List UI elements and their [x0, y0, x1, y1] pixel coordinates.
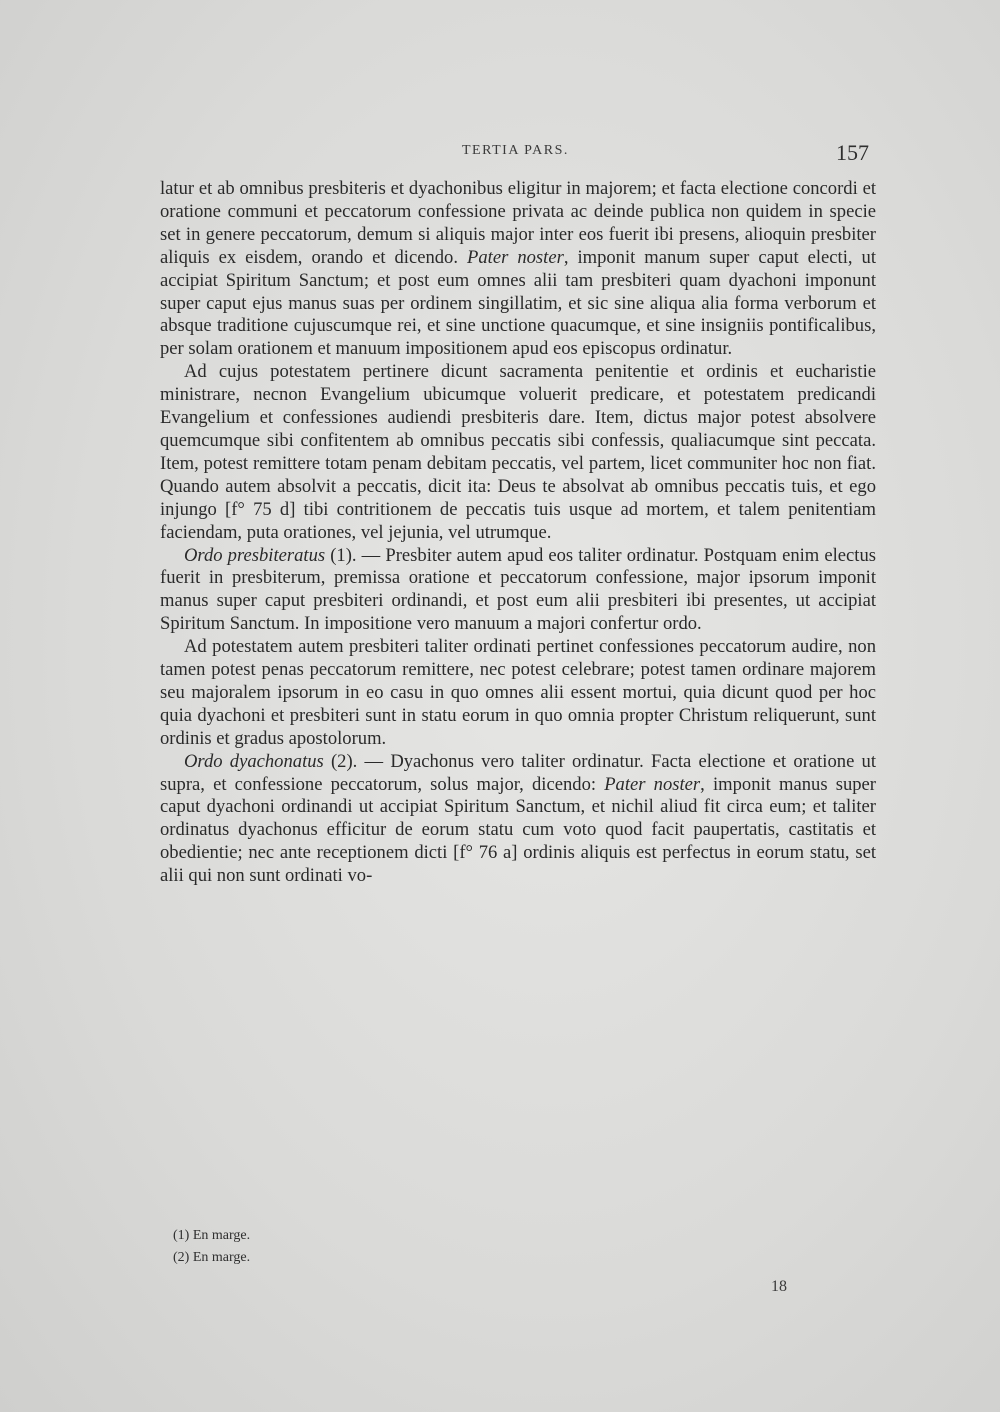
italic-segment: Ordo presbiteratus	[184, 544, 326, 566]
text-segment: latur et ab omnibus presbiteris et dyachonibus eligitur in majorem; et facta electione concordi et oratione communi et peccatorum confessione privata ac deinde publica non quidem in specie set in genere peccatorum, demum si aliquis major inter eos fuerit ibi presens, alioquin presbiter aliquis ex eisdem, orando et dicendo.	[160, 178, 876, 268]
italic-segment: Pater noster	[604, 773, 701, 795]
running-head: TERTIA PARS.	[462, 143, 569, 158]
footnotes	[173, 1225, 250, 1269]
text-segment: , imponit manum super caput electi, ut accipiat Spiritum Sanctum; et post eum omnes alii tam presbiteri quam dyachoni imponunt super caput ejus manus suas per ordinem singillatim, et sic sine aliqua alia forma verborum et absque traditione cujuscumque rei, et sine unctione quacumque, et sine insigniis pontificalibus, per solam orationem et manuum impositionem apud eos episcopus ordinatur.	[160, 246, 876, 360]
paragraph-1	[160, 178, 876, 361]
paragraph-3	[160, 545, 876, 637]
paragraph-5	[160, 751, 876, 888]
footnote-2: (2) En marge.	[173, 1250, 251, 1265]
paragraph-4	[160, 636, 876, 751]
page-number: 157	[836, 140, 869, 165]
text-segment: , imponit manus super caput dyachoni ordinandi ut accipiat Spiritum Sanctum, et nichil aliud fit circa eum; et taliter ordinatus dyachonus efficitur de eorum statu cum voto quod facit paupertatis, castitatis et obedientie; nec ante receptionem dicti [f° 76 a] ordinis aliquis est perfectus in eorum statu, set alii qui non sunt ordinati vo-	[160, 773, 876, 887]
italic-segment: Ordo dyachonatus	[184, 750, 324, 772]
text-segment: Ad cujus potestatem pertinere dicunt sacramenta penitentie et ordinis et eucharistie ministrare, necnon Evangelium ubicumque voluerit predicare, et potestatem predicandi Evangelium et confessiones audiendi presbiteris dare. Item, dictus major potest absolvere quemcumque sibi confitentem ab omnibus peccatis sibi confessis, qualiacumque sint peccata. Item, potest remittere totam penam debitam peccatis, vel partem, licet communiter hoc non fiat. Quando autem absolvit a peccatis, dicit ita: Deus te absolvat ab omnibus peccatis tuis, et ego injungo [f° 75 d] tibi contritionem de peccatis tuis usque ad mortem, et talem penitentiam faciendam, puta orationes, vel jejunia, vel utrumque.	[160, 361, 876, 543]
paragraph-2	[160, 361, 876, 544]
italic-segment: Pater noster	[467, 246, 564, 268]
text-segment: (2). — Dyachonus vero taliter ordinatur. Facta electione et oratione ut supra, et confessione peccatorum, solus major, dicendo:	[160, 750, 876, 795]
text-segment: Ad potestatem autem presbiteri taliter ordinati pertinet confessiones peccatorum audire, non tamen potest penas peccatorum remittere, nec potest celebrare; potest tamen ordinare majorem seu majoralem ipsorum in eo casu in quo omnes alii essent mortui, quia dicunt quod per hoc quia dyachoni et presbiteri sunt in statu eorum in quo omnia propter Christum reliquerunt, sunt ordinis et gradus apostolorum.	[160, 636, 876, 749]
body-text	[160, 178, 876, 888]
signature-mark: 18	[771, 1278, 787, 1295]
text-segment: (1). — Presbiter autem apud eos taliter ordinatur. Postquam enim electus fuerit in presbiterum, premissa oratione et peccatorum confessione, major ipsorum imponit manus super caput presbiteri ordinandi, et post eum alii presbiteri ibi presentes, ut accipiat Spiritum Sanctum. In impositione vero manuum a majori confertur ordo.	[160, 544, 876, 635]
footnote-1: (1) En marge.	[173, 1228, 251, 1243]
